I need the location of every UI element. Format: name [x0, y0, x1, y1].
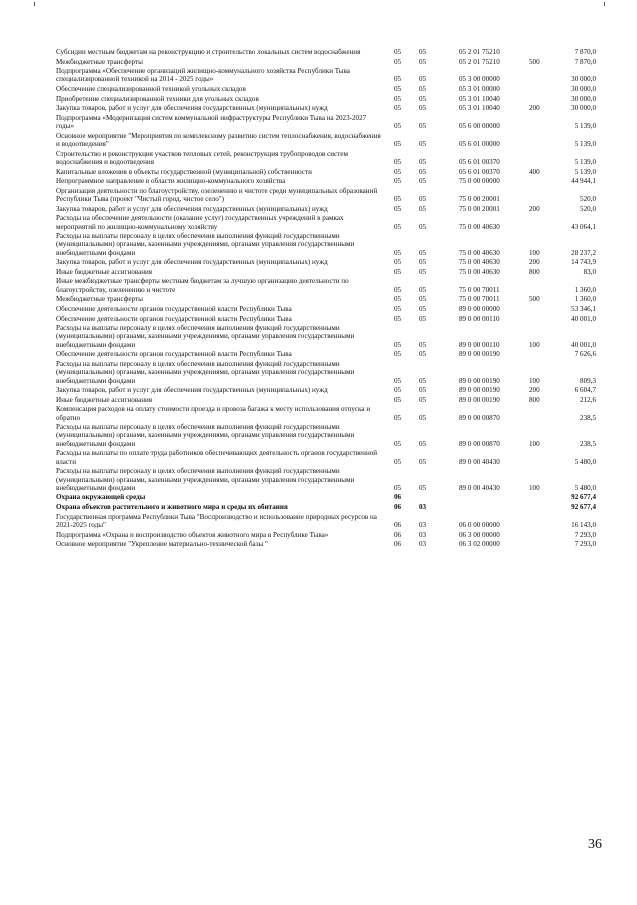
table-row [56, 449, 596, 467]
row-section: 06 [394, 540, 402, 549]
row-amount: 30 000,0 [571, 94, 596, 103]
budget-table-body [56, 48, 596, 550]
row-expense-type [529, 150, 554, 168]
row-name: Государственная программа Республики Тыва "Воспроизводство и использование природных ресурсов на 2021-2025 годы" [56, 512, 377, 529]
row-subsection: 05 [419, 267, 427, 276]
row-subsection: 05 [419, 94, 427, 103]
row-amount: 40 001,0 [571, 340, 596, 349]
row-subsection: 03 [419, 503, 427, 512]
row-name: Подпрограмма «Охрана и воспроизводство объектов животного мира в Республике Тыва» [56, 530, 329, 539]
row-name: Межбюджетные трансферты [56, 57, 143, 66]
row-name: Закупка товаров, работ и услуг для обеспечения государственных (муниципальных) нужд [56, 104, 328, 113]
table-row [56, 95, 596, 105]
row-section: 05 [394, 157, 402, 166]
row-name: Обеспечение деятельности органов государственной власти Республики Тыва [56, 314, 292, 323]
row-amount: 16 143,0 [571, 520, 596, 529]
row-name: Подпрограмма «Обеспечение организаций жилищно-коммунального хозяйства Республики Тыва специализированной техникой на 2014 - 2025 годы» [56, 67, 350, 84]
row-name: Иные межбюджетные трансферты местным бюджетам за лучшую организацию деятельности по благоустройству, озеленению и чистоте [56, 277, 349, 294]
row-name: Обеспечение деятельности органов государственной власти Республики Тыва [56, 350, 292, 359]
row-target-article: 75 0 00 20001 [459, 195, 500, 204]
table-row [56, 67, 596, 85]
row-subsection: 05 [419, 304, 427, 313]
row-name: Подпрограмма «Модернизация систем коммунальной инфраструктуры Республики Тыва на 2023-2027 годы» [56, 113, 367, 131]
row-subsection: 05 [419, 439, 427, 448]
row-expense-type: 200 [529, 386, 540, 395]
row-target-article [459, 493, 529, 503]
row-target-article: 05 6 01 00370 [459, 167, 500, 176]
row-section: 05 [394, 258, 402, 267]
row-target-article: 06 3 02 00000 [459, 540, 500, 549]
row-expense-type [529, 67, 554, 85]
row-name: Основное мероприятие "Мероприятия по комплексному развитию систем теплоснабжения, водоснабжения и водоотведения" [56, 131, 381, 149]
row-amount: 92 677,4 [571, 503, 596, 512]
row-subsection: 05 [419, 177, 427, 186]
table-row [56, 114, 596, 132]
row-subsection: 05 [419, 248, 427, 257]
row-expense-type [529, 513, 554, 531]
row-amount: 7 293,0 [574, 540, 596, 549]
row-name: Охрана окружающей среды [56, 493, 146, 502]
row-target-article: 89 0 00 40430 [459, 457, 500, 466]
row-subsection: 05 [419, 104, 427, 113]
row-subsection: 05 [419, 140, 427, 149]
row-amount: 30 000,0 [571, 104, 596, 113]
row-subsection: 03 [419, 540, 427, 549]
row-section: 05 [394, 94, 402, 103]
table-row [56, 214, 596, 232]
row-target-article: 05 2 01 75210 [459, 48, 500, 56]
row-expense-type [529, 449, 554, 467]
row-subsection: 05 [419, 167, 427, 176]
row-section: 05 [394, 75, 402, 84]
row-amount: 1 360,0 [574, 295, 596, 304]
row-subsection: 03 [419, 520, 427, 529]
row-expense-type [529, 85, 554, 95]
row-name: Расходы на выплаты персоналу в целях обеспечения выполнения функций государственными (муниципальными) органами, казенными учреждениями, органами управления государственными внебюджетными фондами [56, 232, 355, 257]
table-row [56, 168, 596, 178]
table-row [56, 232, 596, 258]
row-subsection: 05 [419, 57, 427, 66]
row-amount: 30 000,0 [571, 85, 596, 94]
row-expense-type: 100 [529, 483, 540, 492]
table-row [56, 268, 596, 278]
row-expense-type: 500 [529, 57, 540, 66]
table-row [56, 423, 596, 449]
row-subsection: 05 [419, 157, 427, 166]
row-section: 05 [394, 248, 402, 257]
row-target-article: 75 0 00 40630 [459, 222, 500, 231]
row-name: Закупка товаров, работ и услуг для обеспечения государственных (муниципальных) нужд [56, 386, 328, 395]
row-amount: 40 001,0 [571, 314, 596, 323]
row-target-article [459, 503, 529, 513]
row-name: Компенсация расходов на оплату стоимости проезда и провоза багажа к месту использования отпуска и обратно [56, 405, 371, 422]
row-expense-type [529, 315, 554, 325]
row-subsection: 05 [419, 457, 427, 466]
table-row [56, 315, 596, 325]
row-name: Обеспечение деятельности органов государственной власти Республики Тыва [56, 304, 292, 313]
row-section: 05 [394, 457, 402, 466]
row-subsection: 05 [419, 48, 427, 56]
row-expense-type [529, 48, 554, 58]
row-target-article: 89 0 00 40430 [459, 483, 500, 492]
row-expense-type: 100 [529, 439, 540, 448]
row-amount: 44 944,1 [571, 177, 596, 186]
row-name: Расходы на выплаты персоналу в целях обеспечения выполнения функций государственными (муниципальными) органами, казенными учреждениями, органами управления государственными внебюджетными фондами [56, 359, 355, 385]
row-expense-type: 800 [529, 395, 540, 404]
row-expense-type [529, 277, 554, 295]
row-expense-type: 200 [529, 204, 540, 213]
row-amount: 5 480,0 [574, 457, 596, 466]
row-section: 06 [394, 530, 402, 539]
row-section: 05 [394, 85, 402, 94]
row-section: 05 [394, 295, 402, 304]
row-amount: 14 743,9 [571, 258, 596, 267]
row-section: 05 [394, 204, 402, 213]
row-amount: 520,0 [580, 204, 596, 213]
row-target-article: 89 0 00 00190 [459, 376, 500, 385]
row-amount: 7 870,0 [574, 57, 596, 66]
row-expense-type [529, 132, 554, 150]
table-row [56, 531, 596, 541]
row-expense-type: 500 [529, 295, 540, 304]
table-row [56, 540, 596, 550]
row-section: 05 [394, 386, 402, 395]
row-subsection: 05 [419, 122, 427, 131]
row-section: 05 [394, 304, 402, 313]
page-number: 36 [588, 837, 602, 852]
row-section: 05 [394, 376, 402, 385]
table-row [56, 132, 596, 150]
row-section: 06 [394, 493, 402, 502]
row-target-article: 89 0 00 00870 [459, 439, 500, 448]
row-amount: 7 870,0 [574, 48, 596, 56]
row-expense-type: 400 [529, 167, 540, 176]
row-name: Капитальные вложения в объекты государственной (муниципальной) собственности [56, 167, 312, 176]
row-target-article: 75 0 00 20001 [459, 204, 500, 213]
row-expense-type: 200 [529, 104, 540, 113]
row-target-article: 75 0 00 40630 [459, 258, 500, 267]
row-expense-type: 100 [529, 340, 540, 349]
row-expense-type: 100 [529, 376, 540, 385]
row-name: Закупка товаров, работ и услуг для обеспечения государственных (муниципальных) нужд [56, 258, 328, 267]
row-section: 05 [394, 122, 402, 131]
row-expense-type: 200 [529, 258, 540, 267]
table-row [56, 396, 596, 406]
table-row [56, 258, 596, 268]
row-subsection: 05 [419, 413, 427, 422]
row-amount: 5 139,0 [574, 157, 596, 166]
table-row [56, 493, 596, 503]
row-amount: 5 480,0 [574, 483, 596, 492]
row-target-article: 05 3 00 00000 [459, 75, 500, 84]
row-amount: 520,0 [580, 195, 596, 204]
row-section: 06 [394, 503, 402, 512]
table-row [56, 350, 596, 360]
row-expense-type [529, 187, 554, 205]
row-expense-type [529, 177, 554, 187]
row-section: 05 [394, 395, 402, 404]
row-subsection: 05 [419, 483, 427, 492]
row-subsection: 05 [419, 386, 427, 395]
row-section: 05 [394, 222, 402, 231]
row-amount: 30 000,0 [571, 75, 596, 84]
row-target-article: 06 0 00 00000 [459, 520, 500, 529]
row-subsection: 05 [419, 376, 427, 385]
row-target-article: 89 0 00 00190 [459, 395, 500, 404]
row-expense-type [529, 114, 554, 132]
row-target-article: 06 3 00 00000 [459, 530, 500, 539]
row-name: Расходы на выплаты персоналу в целях обеспечения выполнения функций государственными (муниципальными) органами, казенными учреждениями, органами управления государственными внебюджетными фондами [56, 467, 355, 492]
row-target-article: 75 0 00 70011 [459, 285, 500, 294]
row-amount: 83,0 [583, 267, 596, 276]
table-row [56, 513, 596, 531]
row-amount: 1 360,0 [574, 285, 596, 294]
table-row [56, 187, 596, 205]
row-section: 05 [394, 413, 402, 422]
row-section: 05 [394, 104, 402, 113]
row-amount: 809,3 [580, 376, 596, 385]
row-section: 05 [394, 340, 402, 349]
row-section: 05 [394, 140, 402, 149]
row-amount: 5 139,0 [574, 122, 596, 131]
row-target-article: 75 0 00 70011 [459, 295, 500, 304]
row-name: Иные бюджетные ассигнования [56, 395, 153, 404]
budget-table [56, 48, 596, 550]
row-section: 05 [394, 285, 402, 294]
row-subsection [419, 493, 459, 503]
row-expense-type [529, 405, 554, 423]
row-expense-type [529, 95, 554, 105]
row-subsection: 05 [419, 285, 427, 294]
row-expense-type [529, 531, 554, 541]
row-target-article: 05 3 01 00000 [459, 85, 500, 94]
row-subsection: 05 [419, 195, 427, 204]
table-row [56, 177, 596, 187]
table-row [56, 503, 596, 513]
row-target-article: 89 0 00 00190 [459, 386, 500, 395]
row-name: Обеспечение специализированной техникой угольных складов [56, 85, 246, 94]
row-amount: 7 293,0 [574, 530, 596, 539]
table-row [56, 305, 596, 315]
row-subsection: 05 [419, 204, 427, 213]
row-target-article: 89 0 00 00110 [459, 340, 500, 349]
row-name: Основное мероприятие "Укрепление материально-технической базы " [56, 540, 268, 549]
row-section: 05 [394, 48, 402, 56]
row-target-article: 05 2 01 75210 [459, 57, 500, 66]
row-name: Непрограммное направление в области жилищно-коммунального хозяйства [56, 177, 286, 186]
row-name: Охрана объектов растительного и животного мира и среды их обитания [56, 503, 288, 512]
row-name: Иные бюджетные ассигнования [56, 267, 153, 276]
row-amount: 53 346,1 [571, 304, 596, 313]
row-expense-type [529, 503, 554, 513]
row-amount: 6 604,7 [574, 386, 596, 395]
row-target-article: 05 6 00 00000 [459, 122, 500, 131]
table-row [56, 85, 596, 95]
table-row [56, 386, 596, 396]
row-target-article: 89 0 00 00110 [459, 314, 500, 323]
row-amount: 28 237,2 [571, 248, 596, 257]
row-target-article: 75 0 00 40630 [459, 248, 500, 257]
row-expense-type [529, 350, 554, 360]
row-target-article: 05 6 01 00370 [459, 157, 500, 166]
row-amount: 238,5 [580, 439, 596, 448]
row-section: 05 [394, 350, 402, 359]
row-expense-type [529, 305, 554, 315]
row-amount: 212,6 [580, 395, 596, 404]
row-section: 05 [394, 167, 402, 176]
row-expense-type [529, 493, 554, 503]
row-subsection: 05 [419, 314, 427, 323]
row-expense-type [529, 214, 554, 232]
scan-mark-left [34, 2, 35, 6]
row-section: 05 [394, 267, 402, 276]
table-row [56, 360, 596, 386]
row-target-article: 05 3 01 10040 [459, 104, 500, 113]
row-amount: 238,5 [580, 413, 596, 422]
table-row [56, 205, 596, 215]
row-name: Строительство и реконструкция участков тепловых сетей, реконструкция трубопроводов систем водоснабжения и водоотведения [56, 149, 348, 166]
scan-mark-right [604, 2, 605, 6]
row-name: Субсидии местным бюджетам на реконструкцию и строительство локальных систем водоснабжения [56, 48, 361, 56]
row-section: 05 [394, 439, 402, 448]
row-name: Закупка товаров, работ и услуг для обеспечения государственных (муниципальных) нужд [56, 204, 328, 213]
row-target-article: 89 0 00 00190 [459, 350, 500, 359]
row-target-article: 75 0 00 40630 [459, 267, 500, 276]
row-section: 05 [394, 314, 402, 323]
row-expense-type: 800 [529, 267, 540, 276]
row-target-article: 89 0 00 00870 [459, 413, 500, 422]
row-expense-type [529, 540, 554, 550]
table-row [56, 467, 596, 493]
row-subsection: 03 [419, 530, 427, 539]
table-row [56, 277, 596, 295]
row-target-article: 05 3 01 10040 [459, 94, 500, 103]
row-amount: 7 626,6 [574, 350, 596, 359]
row-name: Расходы на выплаты персоналу в целях обеспечения выполнения функций государственными (муниципальными) органами, казенными учреждениями, органами управления государственными внебюджетными фондами [56, 324, 355, 349]
row-subsection: 05 [419, 85, 427, 94]
row-subsection: 05 [419, 222, 427, 231]
row-amount: 43 064,1 [571, 222, 596, 231]
row-expense-type: 100 [529, 248, 540, 257]
row-section: 05 [394, 177, 402, 186]
row-section: 06 [394, 520, 402, 529]
table-row [56, 295, 596, 305]
row-subsection: 05 [419, 258, 427, 267]
row-subsection: 05 [419, 295, 427, 304]
row-subsection: 05 [419, 395, 427, 404]
table-row [56, 150, 596, 168]
row-section: 05 [394, 195, 402, 204]
row-subsection: 05 [419, 75, 427, 84]
row-name: Приобретение специализированной техники для угольных складов [56, 94, 259, 103]
row-name: Организация деятельности по благоустройству, озеленению и чистоте среди муниципальных образований Республики Тыва (проект "Чистый город, чистое село") [56, 186, 378, 204]
table-row [56, 58, 596, 68]
row-amount: 5 139,0 [574, 167, 596, 176]
row-name: Межбюджетные трансферты [56, 295, 143, 304]
row-section: 05 [394, 483, 402, 492]
row-name: Расходы на выплаты по оплате труда работников обеспечивающих деятельность органов государственной власти [56, 449, 378, 466]
table-row [56, 405, 596, 423]
table-row [56, 324, 596, 350]
row-amount: 92 677,4 [571, 493, 596, 502]
row-target-article: 75 0 00 00000 [459, 177, 500, 186]
row-target-article: 89 0 00 00000 [459, 304, 500, 313]
table-row [56, 48, 596, 58]
row-amount: 5 139,0 [574, 140, 596, 149]
row-name: Расходы на обеспечение деятельности (оказание услуг) государственных учреждений в рамках мероприятий по жилищно-коммунальному хозяйству [56, 214, 344, 231]
row-target-article: 05 6 01 00000 [459, 140, 500, 149]
row-subsection: 05 [419, 340, 427, 349]
row-section: 05 [394, 57, 402, 66]
table-row [56, 104, 596, 114]
row-name: Расходы на выплаты персоналу в целях обеспечения выполнения функций государственными (муниципальными) органами, казенными учреждениями, органами управления государственными внебюджетными фондами [56, 423, 355, 448]
row-subsection: 05 [419, 350, 427, 359]
